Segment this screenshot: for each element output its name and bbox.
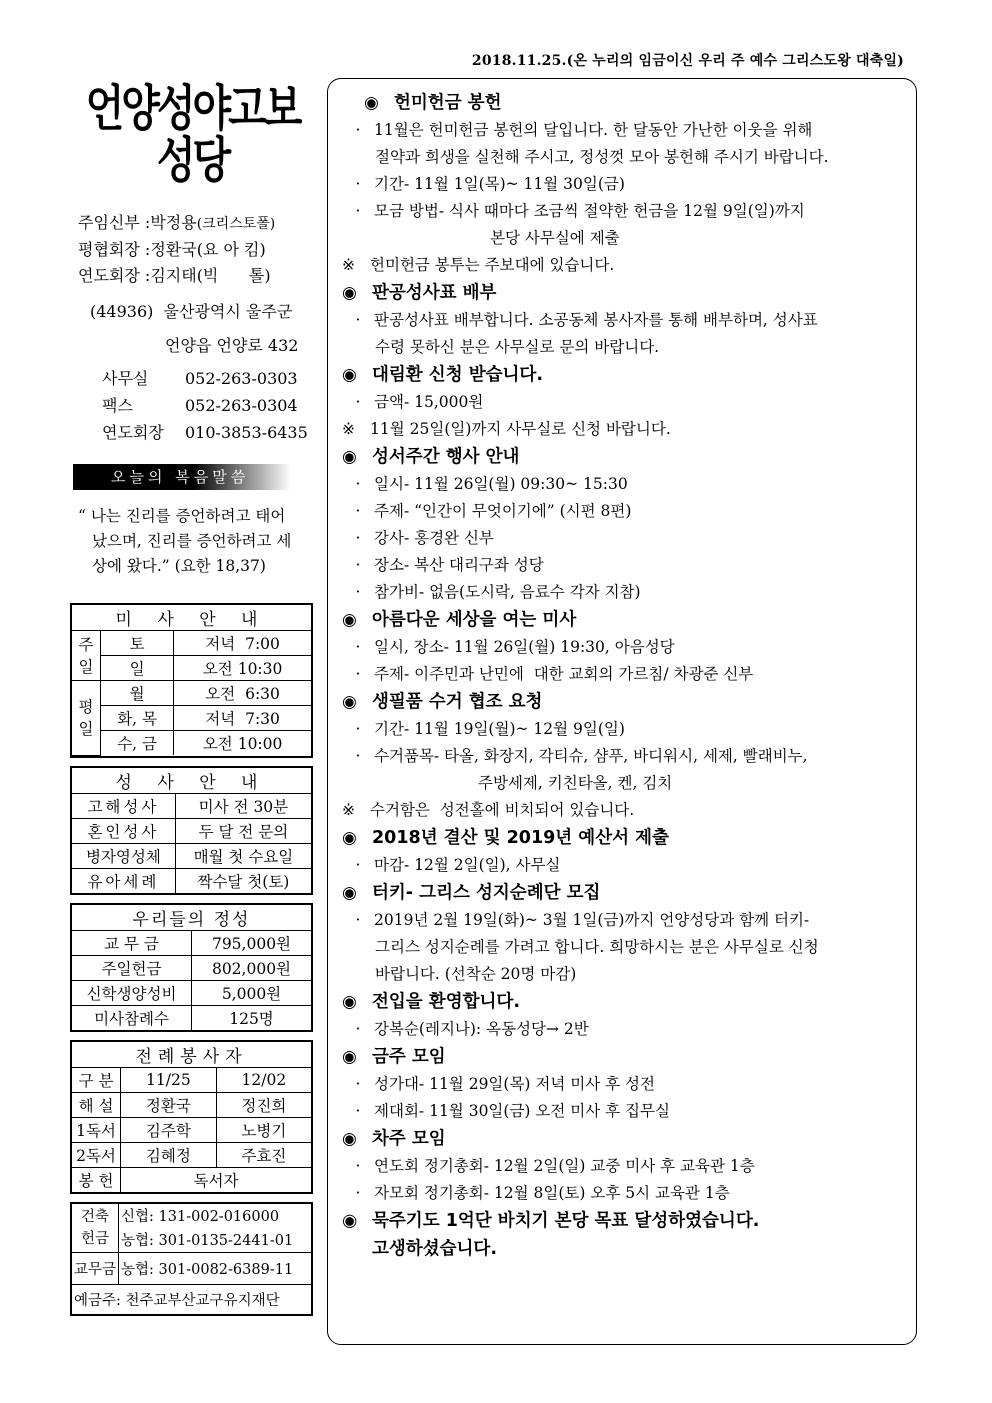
notice-text: 모금 방법- 식사 때마다 조금씩 절약한 헌금을 12월 9일(일)까지 [374,202,805,220]
staff-list [70,210,315,289]
sacrament-name: 병자영성체 [72,843,175,868]
notice-title [342,606,912,634]
bullet-icon: · [355,1102,361,1120]
staff-name: 정환국 [150,240,197,259]
offering-value: 5,000원 [192,980,312,1005]
servers-offertory: 독서자 [121,1167,312,1192]
mass-table-title: 미 사 안 내 [72,605,311,631]
bullet-icon: · [355,121,361,139]
bullet-icon: · [355,529,361,547]
notice-text: 강복순(레지나): 옥동성당→ 2반 [374,1020,589,1038]
notice-text: 수령 못하신 분은 사무실로 문의 바랍니다. [375,338,660,356]
notice-text: 바랍니다. (선착순 20명 마감) [375,965,577,983]
notice-title-text: 터키- 그리스 성지순례단 모집 [372,883,601,903]
notice-title [342,361,912,389]
notice-title-text: 판공성사표 배부 [372,283,497,303]
logo-line-1: 언양성야고보 [85,79,300,138]
notice-title [342,824,912,852]
title-marker-icon: ◉ [342,1047,357,1067]
notice-title-text: 생필품 수거 협조 요청 [372,692,543,712]
building-fund-label [72,1204,119,1253]
sacrament-table-title: 성 사 안 내 [72,768,311,794]
gospel-line: 났으며, 진리를 증언하려고 세 [92,532,292,550]
notice-text: 주방세제, 키친타올, 켄, 김치 [478,774,673,792]
staff-name: 김지태 [150,266,197,285]
notice-line [342,144,912,171]
notice-text: 그리스 성지순례를 가려고 합니다. 희망하시는 분은 사무실로 신청 [375,938,819,956]
notice-text: 장소- 복산 대리구좌 성당 [374,556,544,574]
phone-label: 팩스 [102,396,133,415]
notices-panel [327,78,917,1345]
offering-name: 주일헌금 [72,955,192,980]
notice-line [342,1098,912,1125]
gospel-line: “ 나는 진리를 증언하려고 태어 [78,507,286,525]
notice-text: 마감- 12월 2일(일), 사무실 [374,856,561,874]
offering-value: 802,000원 [192,955,312,980]
closing-text: 묵주기도 1억단 바치기 본당 목표 달성하였습니다. [372,1211,760,1231]
bullet-icon: · [355,720,361,738]
notice-title [342,688,912,716]
servers-person: 주효진 [216,1142,311,1167]
gospel-line: 상에 왔다.” (요한 18,37) [92,557,266,575]
phone-row [102,365,315,392]
offering-table [70,903,313,1032]
notice-line [342,552,912,579]
notice-text: 11월은 헌미헌금 봉헌의 달입니다. 한 달동안 가난한 이웃을 위해 [374,121,813,139]
notice-text: 2019년 2월 19일(화)~ 3월 1일(금)까지 언양성당과 함께 터키- [374,911,810,929]
notice-title [342,279,912,307]
phone-number: 010-3853-6435 [185,423,308,442]
title-marker-icon: ◉ [342,883,357,903]
offering-name: 미사참례수 [72,1005,192,1030]
notice-title-text: 전입을 환영합니다. [372,992,520,1012]
title-marker-icon: ◉ [342,1129,357,1149]
staff-label: 연도회장 : [78,266,151,285]
bullet-icon: · [355,747,361,765]
phone-row [102,419,315,446]
gospel-heading: 오늘의 복음말씀 [73,464,291,490]
servers-table-title: 전례봉사자 [72,1042,311,1068]
servers-role: 해 설 [72,1092,121,1117]
servers-person: 노병기 [216,1117,311,1142]
liturgy-servers-table [70,1040,313,1194]
notice-line [342,743,912,770]
notice-text: 11월 25일(일)까지 사무실로 신청 바랍니다. [370,420,671,438]
address-line-1: (44936) 울산광역시 울주군 [90,302,293,321]
bullet-icon: · [355,556,361,574]
title-marker-icon: ◉ [342,283,357,303]
closing-message [342,1207,912,1235]
notice-list [342,89,912,1263]
notice-line [342,797,912,824]
notice-title-text: 차주 모임 [372,1129,446,1149]
mass-day: 수, 금 [101,731,174,756]
notice-title-text: 2018년 결산 및 2019년 예산서 제출 [372,828,669,848]
notice-line [342,252,912,279]
notice-line [342,525,912,552]
notice-text: 판공성사표 배부합니다. 소공동체 봉사자를 통해 배부하며, 성사표 [374,311,818,329]
offering-value: 125명 [192,1005,312,1030]
servers-person: 정환국 [121,1092,217,1117]
offering-name: 신학생양성비 [72,980,192,1005]
phone-number: 052-263-0303 [185,369,298,388]
staff-extra: (빅 톨) [196,266,271,285]
servers-person: 김혜정 [121,1142,217,1167]
staff-extra: (크리스토폴) [196,216,276,232]
mass-day: 일 [101,656,174,681]
staff-row [78,237,315,263]
notice-title-text: 금주 모임 [372,1047,446,1067]
notice-text: 일시- 11월 26일(월) 09:30~ 15:30 [374,475,628,493]
staff-extra: (요 아 킴) [196,240,266,259]
notice-text: 수거함은 성전홀에 비치되어 있습니다. [370,801,635,819]
notice-line [342,907,912,934]
building-account: 신협: 131-002-016000 [119,1204,311,1228]
notice-text: 강사- 홍경완 신부 [374,529,494,547]
notice-line [342,307,912,334]
bullet-icon: · [355,665,361,683]
staff-label: 주임신부 : [78,213,151,232]
notice-text: 기간- 11월 19일(월)~ 12월 9일(일) [374,720,625,738]
notice-line [342,1153,912,1180]
sacrament-name: 고해성사 [72,793,175,818]
mass-time: 오전 6:30 [174,681,311,706]
gospel-text [70,504,315,579]
title-marker-icon: ◉ [342,692,357,712]
notice-title-text: 성서주간 행사 안내 [372,447,520,467]
phone-number: 052-263-0304 [185,396,298,415]
mass-time: 오전 10:00 [174,731,311,756]
title-marker-icon: ◉ [342,610,357,630]
note-mark-icon: ※ [342,801,355,819]
notice-text: 연도회 정기총회- 12월 2일(일) 교중 미사 후 교육관 1층 [374,1157,755,1175]
bullet-icon: · [355,311,361,329]
notice-line [342,334,912,361]
bullet-icon: · [355,393,361,411]
building-account: 농협: 301-0135-2441-01 [119,1228,311,1253]
sunday-label [72,631,101,681]
notice-text: 일시, 장소- 11월 26일(월) 19:30, 아음성당 [374,638,675,656]
notice-line [342,416,912,443]
notice-line [342,1180,912,1207]
notice-title [342,1125,912,1153]
sacrament-info: 짝수달 첫(토) [175,868,311,893]
servers-role: 2독서 [72,1142,121,1167]
notice-line [342,634,912,661]
staff-name: 박정용 [150,213,197,232]
staff-label: 평협회장 : [78,240,151,259]
bullet-icon: · [355,1157,361,1175]
weekday-label-text: 평일 [78,697,94,738]
servers-role: 봉 헌 [72,1167,121,1192]
title-marker-icon: ◉ [342,1211,358,1231]
sacrament-info: 미사 전 30분 [175,793,311,818]
offering-name: 교 무 금 [72,930,192,955]
account-holder: 예금주: 천주교부산교구유지재단 [72,1284,311,1314]
notice-text: 본당 사무실에 제출 [490,229,620,247]
mass-schedule-table [70,603,313,758]
sacrament-info: 두 달 전 문의 [175,818,311,843]
mass-time: 저녁 7:30 [174,706,311,731]
closing-message [342,1235,912,1263]
notice-text: 주제- 이주민과 난민에 대한 교회의 가르침/ 차광준 신부 [374,665,754,683]
notice-title [342,1043,912,1071]
phone-list [70,365,315,446]
title-marker-icon: ◉ [342,365,357,385]
mass-day: 화, 목 [101,706,174,731]
bullet-icon: · [355,1075,361,1093]
notice-text: 주제- “인간이 무엇이기에” (시편 8편) [374,502,632,520]
notice-text: 참가비- 없음(도시락, 음료수 각자 지참) [374,583,641,601]
tuition-account: 농협: 301-0082-6389-11 [119,1252,311,1284]
bullet-icon: · [355,583,361,601]
bank-account-table [70,1202,313,1317]
notice-line [342,579,912,606]
address [70,295,315,363]
bullet-icon: · [355,911,361,929]
phone-label: 사무실 [102,369,149,388]
date-line: 2018.11.25.(온 누리의 임금이신 우리 주 예수 그리스도왕 대축일) [471,53,904,69]
address-line-2: 언양읍 언양로 432 [165,336,299,355]
bullet-icon: · [355,1184,361,1202]
tuition-label: 교무금 [72,1252,119,1284]
servers-header: 11/25 [121,1067,217,1092]
mass-day: 토 [101,631,174,656]
closing-text: 고생하셨습니다. [372,1239,497,1259]
notice-title [342,879,912,907]
servers-person: 김주학 [121,1117,217,1142]
bullet-icon: · [355,475,361,493]
title-marker-icon: ◉ [342,447,357,467]
sacrament-name: 유아세례 [72,868,175,893]
servers-header: 12/02 [216,1067,311,1092]
notice-line [342,852,912,879]
mass-time: 저녁 7:00 [174,631,311,656]
notice-text: 헌미헌금 봉투는 주보대에 있습니다. [370,256,615,274]
notice-text: 자모회 정기총회- 12월 8일(토) 오후 5시 교육관 1층 [374,1184,730,1202]
notice-line [342,389,912,416]
notice-line [342,934,912,961]
staff-row [78,263,315,289]
notice-title-text: 헌미헌금 봉헌 [394,93,502,113]
notice-text: 성가대- 11월 29일(목) 저녁 미사 후 성전 [374,1075,655,1093]
servers-person: 정진희 [216,1092,311,1117]
notice-text: 수거품목- 타올, 화장지, 각티슈, 샴푸, 바디워시, 세제, 빨래비누, [374,747,808,765]
notice-title [342,89,912,117]
bullet-icon: · [355,175,361,193]
logo-line-2: 성당 [156,131,229,190]
title-marker-icon: ◉ [364,93,379,113]
notice-line [342,716,912,743]
phone-row [102,392,315,419]
notice-line [342,770,912,797]
bullet-icon: · [355,638,361,656]
mass-day: 월 [101,681,174,706]
bullet-icon: · [355,202,361,220]
notice-text: 금액- 15,000원 [374,393,484,411]
notice-title [342,443,912,471]
notice-line [342,117,912,144]
notice-line [342,498,912,525]
bullet-icon: · [355,1020,361,1038]
parish-logo [70,79,315,190]
title-marker-icon: ◉ [342,828,357,848]
notice-line [342,661,912,688]
title-marker-icon: ◉ [342,992,357,1012]
notice-title [342,988,912,1016]
building-fund-label-text: 건축헌금 [81,1208,110,1247]
notice-line [342,961,912,988]
notice-text: 기간- 11월 1일(목)~ 11월 30일(금) [374,175,625,193]
notice-line [342,198,912,225]
notice-title-text: 대림환 신청 받습니다. [372,365,543,385]
notice-line [342,1071,912,1098]
offering-value: 795,000원 [192,930,312,955]
bullet-icon: · [355,856,361,874]
offering-table-title: 우리들의 정성 [72,905,311,931]
notice-text: 절약과 희생을 실천해 주시고, 정성껏 모아 봉헌해 주시기 바랍니다. [375,148,829,166]
notice-line [342,225,912,252]
left-column [70,80,315,1316]
notice-line [342,171,912,198]
sunday-label-text: 주일 [78,635,94,676]
note-mark-icon: ※ [342,256,355,274]
servers-role: 1독서 [72,1117,121,1142]
sacrament-name: 혼인성사 [72,818,175,843]
notice-line [342,1016,912,1043]
servers-header: 구 분 [72,1067,121,1092]
staff-row [78,210,315,237]
notice-text: 제대회- 11월 30일(금) 오전 미사 후 집무실 [374,1102,670,1120]
mass-time: 오전 10:30 [174,656,311,681]
notice-title-text: 아름다운 세상을 여는 미사 [372,610,577,630]
note-mark-icon: ※ [342,420,355,438]
bullet-icon: · [355,502,361,520]
notice-line [342,471,912,498]
sacrament-table [70,766,313,895]
weekday-label [72,681,101,756]
phone-label: 연도회장 [102,423,164,442]
sacrament-info: 매월 첫 수요일 [175,843,311,868]
